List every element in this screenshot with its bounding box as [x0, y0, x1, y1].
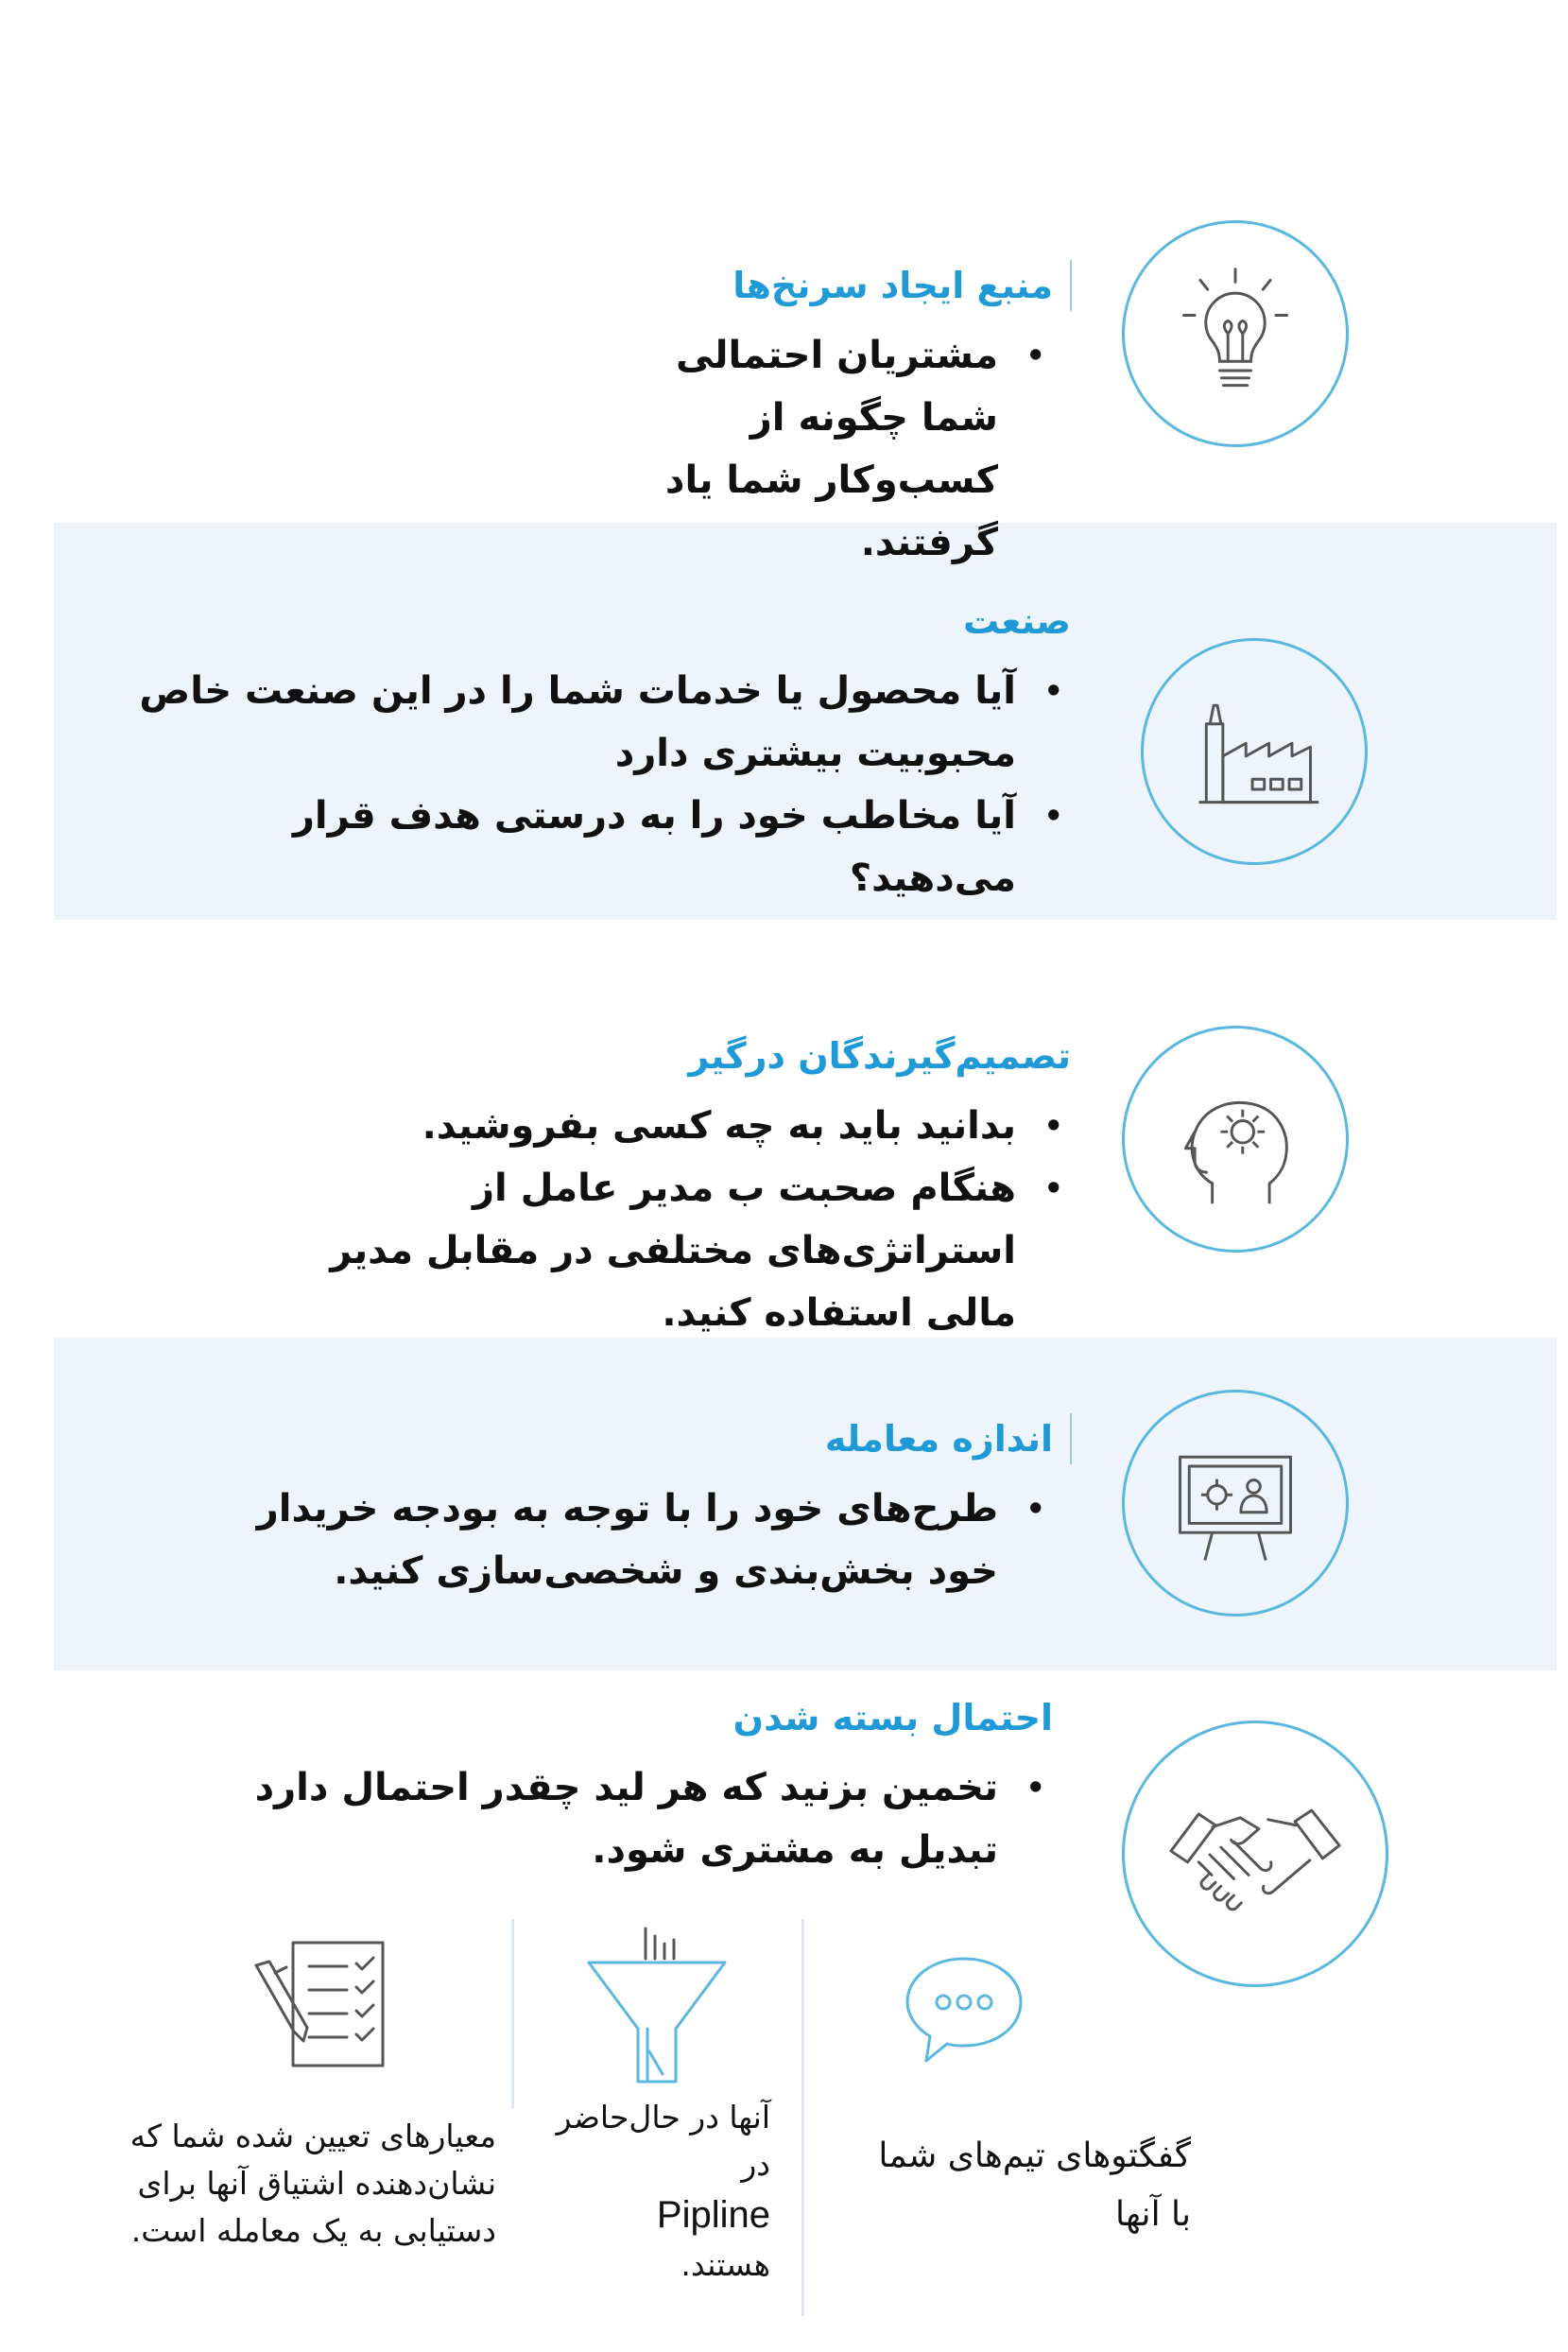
column-divider	[511, 1919, 514, 2108]
chat-bubble-icon	[898, 1947, 1030, 2070]
section-industry	[126, 596, 1071, 909]
caption-pipeline-end: هستند.	[681, 2246, 770, 2283]
caption-pipeline-line: آنها در حال‌حاضر در	[556, 2099, 770, 2183]
lightbulb-icon	[1125, 223, 1346, 444]
head-gear-icon	[1125, 1029, 1346, 1250]
bullet-item: • بدانید باید به چه کسی بفروشید.	[220, 1095, 1071, 1157]
presentation-board-icon	[1125, 1392, 1346, 1614]
handshake-icon	[1125, 1723, 1386, 1984]
section-title: اندازه معامله	[202, 1413, 1072, 1464]
checklist-pencil-icon	[250, 1924, 402, 2075]
caption-conversations: گفگتوهای تیم‌های شما با آنها	[878, 2136, 1191, 2234]
section-title: منبع ایجاد سرنخ‌ها	[448, 260, 1072, 311]
caption-pipeline-name: Pipline	[656, 2194, 770, 2236]
lightbulb-icon-circle	[1122, 220, 1349, 447]
bullet-item: • مشتریان احتمالی شما چگونه از کسب‌وکار شما یاد گرفتند.	[620, 324, 1053, 574]
funnel-icon	[581, 1919, 732, 2089]
presentation-board-icon-circle	[1122, 1390, 1349, 1617]
factory-icon	[1144, 641, 1365, 862]
caption-criteria: معیارهای تعیین شده شما که نشان‌دهنده اشتیاق آنها برای دستیابی به یک معامله است.	[129, 2118, 496, 2249]
section-deal-size	[202, 1413, 1053, 1602]
section-title: احتمال بسته شدن	[732, 1697, 1053, 1738]
section-title: صنعت	[963, 600, 1071, 642]
factory-icon-circle	[1141, 638, 1368, 865]
section-lead-source	[448, 260, 1053, 574]
caption-pipeline	[553, 2094, 770, 2289]
bullet-item: • طرح‌های خود را با توجه به بودجه خریدار خود بخش‌بندی و شخصی‌سازی کنید.	[242, 1478, 1053, 1602]
section-close-probability	[146, 1692, 1053, 1881]
bullet-item: • آیا محصول یا خدمات شما را در این صنعت خاص محبوبیت بیشتری دارد	[126, 660, 1071, 785]
handshake-icon-circle	[1122, 1721, 1388, 1987]
head-gear-icon-circle	[1122, 1026, 1349, 1253]
bullet-item: • هنگام صحبت ب مدیر عامل از استراتژی‌های مختلفی در مقابل مدیر مالی استفاده کنید.	[279, 1157, 1071, 1344]
column-divider	[801, 1919, 804, 2316]
section-title: تصمیم‌گیرندگان درگیر	[688, 1035, 1071, 1077]
bullet-item: • آیا مخاطب خود را به درستی هدف قرار می‌دهید؟	[126, 785, 1071, 909]
section-decision-makers	[220, 1030, 1071, 1344]
bullet-item: • تخمین بزنید که هر لید چقدر احتمال دارد تبدیل به مشتری شود.	[166, 1756, 1053, 1881]
